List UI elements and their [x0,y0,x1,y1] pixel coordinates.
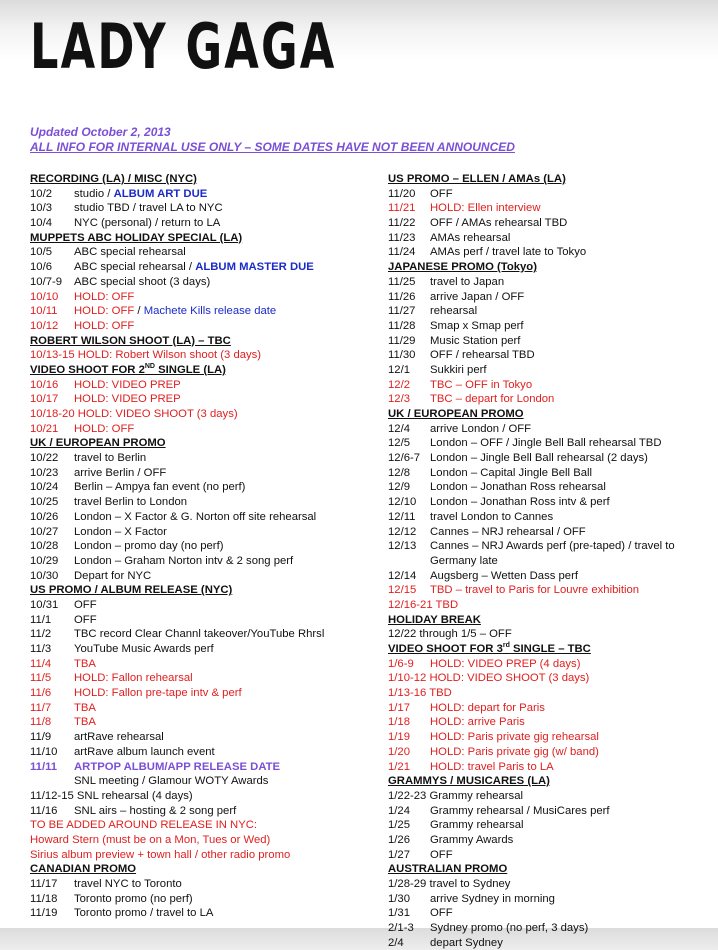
row-text: TBC – depart for London [430,393,555,406]
row-text: HOLD: Ellen interview [430,202,541,215]
row-text: HOLD: OFF [74,290,135,303]
row-text: London – Graham Norton intv & 2 song perf [74,554,294,567]
row-text: TBD – travel to Paris for Louvre exhibition [430,584,640,597]
row-date: 12/1 [388,363,410,376]
schedule-row [30,906,370,921]
row-text: YouTube Music Awards perf [74,643,214,655]
schedule-row [30,539,370,554]
row-date: 10/16 [30,378,59,391]
row-text: ABC special rehearsal / [74,261,196,274]
schedule-row [30,613,370,628]
schedule-row [388,363,714,378]
row-text: OFF [74,613,97,626]
row-text: Sirius album preview + town hall / other radio promo [30,848,291,861]
schedule-left-column [30,172,370,921]
row-date: 1/26 [388,833,410,846]
row-date: 10/31 [30,598,59,611]
schedule-row [30,657,370,672]
schedule-row [388,936,714,950]
schedule-row [30,745,370,760]
schedule-row [388,187,714,202]
schedule-row [388,804,714,819]
schedule-row [30,275,370,290]
row-text: 10/13-15 HOLD: Robert Wilson shoot (3 days) [30,349,262,362]
row-date: 1/25 [388,819,410,832]
row-date: 10/23 [30,466,59,479]
row-date: 10/26 [30,510,59,523]
section-header: US PROMO – ELLEN / AMAs (LA) [388,173,566,185]
row-date: 1/6-9 [388,657,414,670]
schedule-row [388,201,714,216]
row-text: HOLD: Paris private gig (w/ band) [430,745,599,758]
schedule-row [30,760,370,775]
schedule-row [30,818,370,833]
row-text: arrive Japan / OFF [430,290,525,303]
row-text: 1/28-29 travel to Sydney [388,878,511,890]
row-separator: / [134,305,144,318]
row-date: 12/3 [388,393,410,406]
row-text: London – promo day (no perf) [74,540,224,553]
section-header: UK / EUROPEAN PROMO [30,437,166,450]
row-date: 11/5 [30,672,52,685]
row-date: 11/6 [30,687,52,700]
row-date: 12/13 [388,540,417,553]
schedule-row [388,686,714,701]
row-text: HOLD: OFF [74,319,135,332]
row-date: 10/12 [30,319,59,332]
schedule-row [388,525,714,540]
row-text: HOLD: OFF [74,305,135,318]
row-text: Grammy rehearsal [430,819,524,832]
schedule-row [30,466,370,481]
schedule-row [30,260,370,275]
schedule-row [388,818,714,833]
schedule-row [30,789,370,804]
row-highlight: ALBUM ART DUE [113,187,208,200]
row-date: 10/2 [30,187,52,200]
row-date: 10/3 [30,202,52,215]
schedule-row [388,348,714,363]
row-date: 1/17 [388,701,410,714]
schedule-row [30,642,370,657]
schedule-row [30,304,370,319]
row-text: Cannes – NRJ rehearsal / OFF [430,525,586,538]
row-text: 1/13-16 TBD [388,687,452,700]
row-text: Howard Stern (must be on a Mon, Tues or Wed) [30,833,271,846]
row-text: ARTPOP ALBUM/APP RELEASE DATE [74,760,281,773]
row-text: TBA [74,716,96,729]
schedule-row [388,290,714,305]
row-text: artRave album launch event [74,745,215,758]
schedule-row [30,598,370,613]
row-text: studio / [74,187,114,200]
row-text: HOLD: arrive Paris [430,716,525,729]
row-text: Sukkiri perf [430,363,487,376]
schedule-row [30,495,370,510]
header-text: SINGLE (LA) [155,363,226,376]
row-text: London – OFF / Jingle Bell Ball rehearsal TBD [430,437,662,450]
schedule-row [30,892,370,907]
schedule-row [388,833,714,848]
schedule-row [30,422,370,437]
header-superscript: rd [502,642,510,650]
row-date: 11/18 [30,892,58,905]
row-text: 12/22 through 1/5 – OFF [388,628,512,641]
row-date: 12/2 [388,378,410,391]
row-date: 10/30 [30,569,59,582]
row-date: 1/27 [388,848,410,861]
row-text: London – X Factor & G. Norton off site rehearsal [74,510,317,523]
schedule-row [388,583,714,598]
schedule-row [30,833,370,848]
schedule-row [388,304,714,319]
schedule-row [30,774,370,789]
row-date: 1/31 [388,907,410,920]
row-text: 1/22-23 Grammy rehearsal [388,789,523,802]
row-date: 11/10 [30,745,58,758]
row-date: 11/11 [30,760,58,773]
schedule-row [30,290,370,305]
row-text: 12/16-21 TBD [388,598,459,611]
schedule-row [30,627,370,642]
row-date: 11/7 [30,701,52,714]
schedule-row [388,848,714,863]
page-title: LADY GAGA [30,10,337,83]
schedule-row [30,392,370,407]
row-text: SNL airs – hosting & 2 song perf [74,804,237,817]
row-date: 10/21 [30,422,59,435]
row-text: travel London to Cannes [430,510,554,523]
schedule-row [388,392,714,407]
schedule-row [388,657,714,672]
schedule-row [30,848,370,863]
row-date: 11/22 [388,217,416,230]
header-superscript: ND [144,363,155,371]
schedule-row [388,877,714,892]
section-header [30,363,370,378]
section-header: MUPPETS ABC HOLIDAY SPECIAL (LA) [30,231,243,244]
row-text: HOLD: VIDEO PREP (4 days) [430,657,581,670]
row-date: 11/24 [388,246,416,259]
row-date: 10/5 [30,246,52,259]
internal-notice: ALL INFO FOR INTERNAL USE ONLY – SOME DATES HAVE NOT BEEN ANNOUNCED [30,140,515,154]
row-text: OFF [430,848,453,861]
schedule-row [30,525,370,540]
row-text: TO BE ADDED AROUND RELEASE IN NYC: [30,819,258,832]
row-text: 1/10-12 HOLD: VIDEO SHOOT (3 days) [388,672,590,685]
schedule-row [388,510,714,525]
row-date: 11/23 [388,231,416,244]
row-text: rehearsal [430,305,478,318]
schedule-row [30,378,370,393]
row-text: London – Jingle Bell Ball rehearsal (2 days) [430,452,648,465]
row-date: 10/6 [30,261,52,274]
row-text: London – X Factor [74,525,167,538]
row-text: Cannes – NRJ Awards perf (pre-taped) / travel to [430,540,675,553]
section-header: RECORDING (LA) / MISC (NYC) [30,173,197,185]
row-date: 1/18 [388,716,410,729]
schedule-row [388,730,714,745]
schedule-row [30,510,370,525]
row-date: 11/4 [30,657,52,670]
row-text: HOLD: Paris private gig rehearsal [430,731,599,744]
section-header [388,642,714,657]
document-meta [30,125,515,155]
row-text: London – Jonathan Ross rehearsal [430,481,606,494]
row-date: 11/21 [388,202,416,215]
row-text: NYC (personal) / return to LA [74,217,221,230]
row-date: 12/10 [388,496,417,509]
row-date: 10/7-9 [30,275,63,288]
schedule-row [388,921,714,936]
schedule-right-column [388,172,714,950]
schedule-row [388,334,714,349]
header-text: SINGLE – TBC [509,643,591,655]
row-date: 12/9 [388,481,410,494]
row-text: London – Jonathan Ross intv & perf [430,496,610,509]
schedule-row [388,760,714,775]
schedule-row [388,789,714,804]
row-date: 10/25 [30,496,59,509]
row-text: SNL meeting / Glamour WOTY Awards [74,775,269,788]
schedule-row [388,480,714,495]
row-text: OFF [74,598,97,611]
row-date: 12/12 [388,525,417,538]
row-date: 10/24 [30,481,59,494]
row-text: Berlin – Ampya fan event (no perf) [74,481,246,494]
row-date: 12/11 [388,510,416,523]
row-text: travel to Japan [430,275,505,288]
schedule-row [388,319,714,334]
row-text: Sydney promo (no perf, 3 days) [430,922,589,935]
row-date: 11/17 [30,878,58,890]
schedule-row [388,715,714,730]
row-text: AMAs rehearsal [430,231,511,244]
schedule-row [388,245,714,260]
row-text: HOLD: Fallon rehearsal [74,672,193,685]
row-text: Grammy Awards [430,833,514,846]
section-header: HOLIDAY BREAK [388,613,481,626]
section-header: AUSTRALIAN PROMO [388,863,508,876]
row-date: 2/4 [388,936,404,949]
row-date: 10/27 [30,525,59,538]
row-text: Toronto promo / travel to LA [74,907,214,920]
row-text: OFF [430,907,453,920]
row-highlight: ALBUM MASTER DUE [195,261,314,274]
row-note: Machete Kills release date [143,305,277,318]
row-date: 11/9 [30,731,52,744]
row-text: London – Capital Jingle Bell Ball [430,466,593,479]
row-text: artRave rehearsal [74,731,164,744]
schedule-row [388,671,714,686]
schedule-row [30,671,370,686]
schedule-row [30,216,370,231]
row-date: 12/6-7 [388,452,421,465]
schedule-row [30,348,370,363]
schedule-row [30,407,370,422]
row-text: TBA [74,657,96,670]
schedule-row [388,598,714,613]
row-text: OFF / AMAs rehearsal TBD [430,217,568,230]
schedule-row [388,906,714,921]
row-text: OFF / rehearsal TBD [430,349,535,362]
row-text: travel Berlin to London [74,496,188,509]
row-date: 10/28 [30,540,59,553]
schedule-row [388,275,714,290]
schedule-row [388,378,714,393]
row-text: OFF [430,187,453,200]
row-date: 10/22 [30,452,59,465]
header-text: VIDEO SHOOT FOR 3 [388,643,503,655]
section-header: GRAMMYS / MUSICARES (LA) [388,775,550,788]
row-date: 10/29 [30,554,59,567]
schedule-row [388,216,714,231]
schedule-row [30,804,370,819]
row-date: 10/11 [30,305,58,318]
row-text: Grammy rehearsal / MusiCares perf [430,804,610,817]
schedule-row [30,569,370,584]
row-text: travel to Berlin [74,452,147,465]
schedule-row [30,701,370,716]
row-text: studio TBD / travel LA to NYC [74,202,223,215]
schedule-row [30,245,370,260]
schedule-row [30,187,370,202]
row-date: 1/20 [388,745,410,758]
section-header: CANADIAN PROMO [30,863,137,876]
row-text: Smap x Smap perf [430,319,524,332]
row-text: ABC special rehearsal [74,246,186,259]
row-date: 10/4 [30,217,52,230]
row-date: 11/19 [30,907,58,920]
row-text: TBA [74,701,96,714]
row-continuation: Germany late [430,554,498,567]
schedule-row [30,715,370,730]
section-header: JAPANESE PROMO (Tokyo) [388,261,537,274]
row-date: 11/2 [30,628,52,641]
row-text: arrive Berlin / OFF [74,466,167,479]
schedule-row [388,892,714,907]
section-header: ROBERT WILSON SHOOT (LA) – TBC [30,334,231,347]
schedule-row [388,466,714,481]
row-text: TBC – OFF in Tokyo [430,378,533,391]
row-date: 11/26 [388,290,416,303]
row-text: HOLD: VIDEO PREP [74,378,181,391]
row-text: travel NYC to Toronto [74,878,182,890]
schedule-row [30,319,370,334]
schedule-row [30,451,370,466]
schedule-row [30,730,370,745]
schedule-row [388,569,714,584]
updated-date: Updated October 2, 2013 [30,125,171,139]
row-date: 11/20 [388,187,416,200]
schedule-row [30,480,370,495]
row-date: 11/30 [388,349,416,362]
schedule-row [388,539,714,554]
row-text: 10/18-20 HOLD: VIDEO SHOOT (3 days) [30,408,238,420]
row-date: 12/15 [388,584,417,597]
row-text: HOLD: depart for Paris [430,701,545,714]
row-date: 1/30 [388,892,410,905]
row-text: arrive London / OFF [430,422,532,435]
section-header: US PROMO / ALBUM RELEASE (NYC) [30,584,233,597]
schedule-row [388,495,714,510]
row-date: 11/8 [30,716,52,729]
row-date: 11/29 [388,334,416,347]
row-date: 10/17 [30,393,59,406]
row-text: 11/12-15 SNL rehearsal (4 days) [30,789,193,802]
schedule-row [30,686,370,701]
row-text: depart Sydney [430,936,503,949]
schedule-row [30,877,370,892]
schedule-row [388,627,714,642]
header-text: VIDEO SHOOT FOR 2 [30,363,145,376]
row-date: 11/25 [388,275,416,288]
schedule-row [388,436,714,451]
row-text: HOLD: travel Paris to LA [430,760,554,773]
row-date: 1/24 [388,804,410,817]
row-text: Depart for NYC [74,569,152,582]
row-date: 11/1 [30,613,52,626]
schedule-row [30,201,370,216]
row-text: HOLD: OFF [74,422,135,435]
schedule-row [388,422,714,437]
row-text: TBC record Clear Channl takeover/YouTube Rhrsl [74,628,325,641]
section-header: UK / EUROPEAN PROMO [388,408,524,420]
row-date: 11/28 [388,319,416,332]
row-date: 12/4 [388,422,410,435]
row-date: 12/5 [388,437,410,450]
row-text: Music Station perf [430,334,521,347]
schedule-row [388,231,714,246]
row-date: 11/16 [30,804,58,817]
schedule-row [388,451,714,466]
schedule-row [388,745,714,760]
row-date: 1/19 [388,731,410,744]
row-date: 10/10 [30,290,59,303]
row-date: 2/1-3 [388,922,414,935]
row-text: AMAs perf / travel late to Tokyo [430,246,587,259]
row-text: HOLD: VIDEO PREP [74,393,181,406]
row-date: 1/21 [388,760,410,773]
row-text: arrive Sydney in morning [430,892,555,905]
row-date: 12/8 [388,466,410,479]
row-text: HOLD: Fallon pre-tape intv & perf [74,687,242,700]
row-text: Augsberg – Wetten Dass perf [430,569,578,582]
row-date: 11/27 [388,305,416,318]
schedule-row [30,554,370,569]
row-text: Toronto promo (no perf) [74,892,193,905]
row-date: 12/14 [388,569,417,582]
row-text: ABC special shoot (3 days) [74,275,211,288]
schedule-row [388,701,714,716]
row-date: 11/3 [30,643,52,655]
